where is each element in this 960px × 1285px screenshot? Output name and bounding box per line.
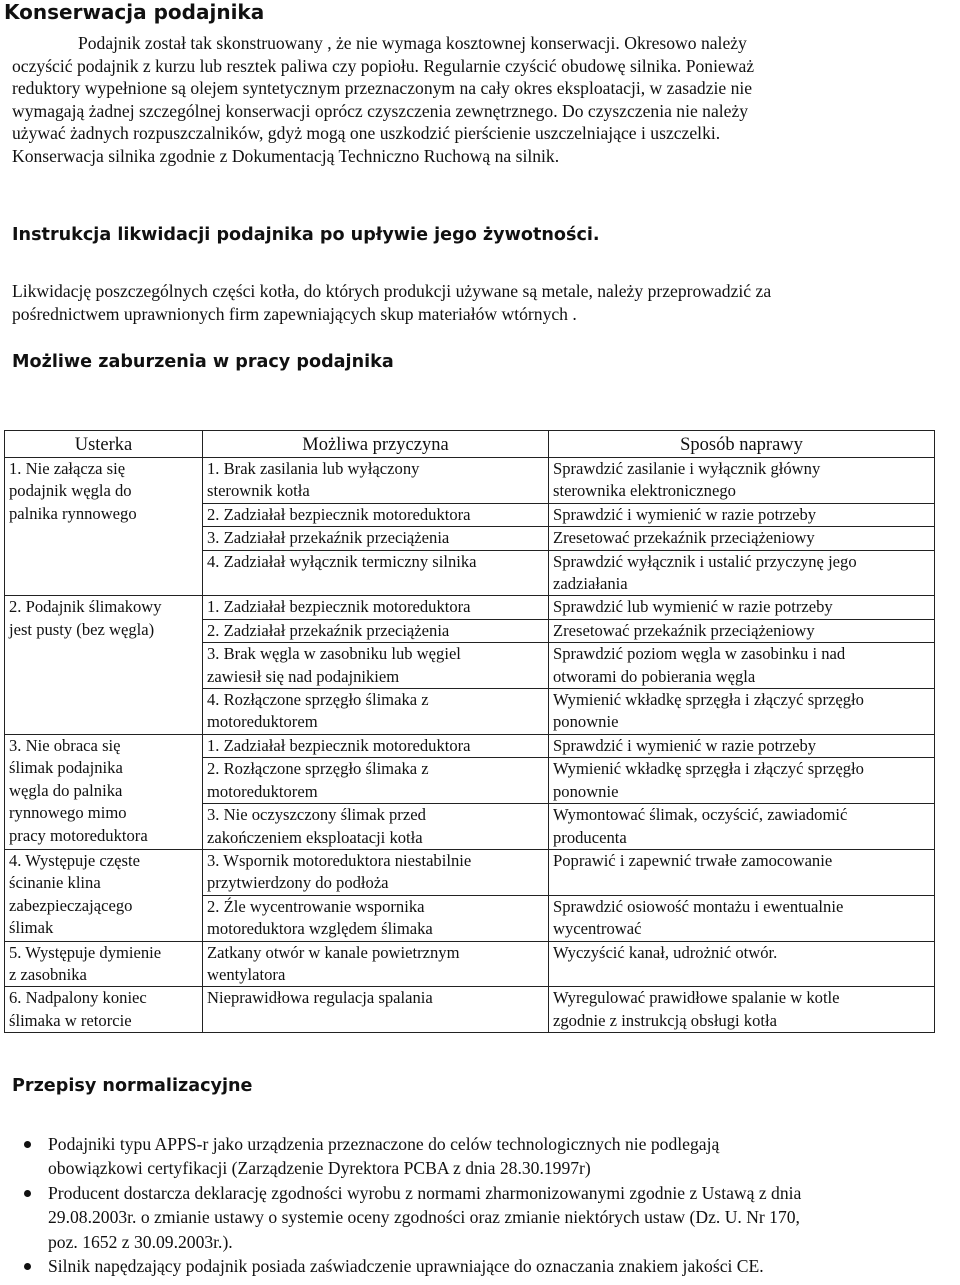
section-title-disposal: Instrukcja likwidacji podajnika po upływie jego żywotności. [12,225,600,245]
fix-text: Sprawdzić wyłącznik i ustalić przyczynę jego [553,551,857,571]
header-cause: Możliwa przyczyna [203,431,549,458]
cause-text: 3. Wspornik motoreduktora niestabilnie [207,850,472,870]
fault-cell [5,849,203,941]
fix-text: Sprawdzić osiowość montażu i ewentualnie [553,896,844,916]
fault-text: węgla do palnika [9,780,123,800]
table-row [5,941,935,987]
fix-text: Wymienić wkładkę sprzęgła i złączyć sprzęgło [553,690,864,710]
fix-text: Poprawić i zapewnić trwałe zamocowanie [553,850,833,870]
fix-cell [549,619,935,642]
list-item-line: poz. 1652 z 30.09.2003r.). [48,1231,233,1252]
fix-text: Sprawdzić lub wymienić w razie potrzeby [553,597,833,617]
section-title-standards: Przepisy normalizacyjne [12,1076,253,1096]
cause-cell [203,596,549,619]
bullet-icon [24,1263,31,1270]
fix-text: Sprawdzić i wymienić w razie potrzeby [553,504,817,524]
fix-cell [549,527,935,550]
fix-cell [549,734,935,757]
fix-text: zgodnie z instrukcją obsługi kotła [553,1010,777,1030]
section-title-maintenance: Konserwacja podajnika [4,0,265,24]
fix-text: producenta [553,827,627,847]
fix-text: zadziałania [553,574,628,594]
fault-text: ślimak podajnika [9,758,123,778]
table-row [5,458,935,504]
cause-cell [203,619,549,642]
fix-cell [549,895,935,941]
fault-text: podajnik węgla do [9,481,132,501]
cause-text: 2. Rozłączone sprzęgło ślimaka z [207,759,429,779]
cause-text: motoreduktorem [207,712,318,732]
cause-cell [203,643,549,689]
cause-cell [203,458,549,504]
fault-text: 6. Nadpalony koniec [9,988,147,1008]
fault-text: pracy motoreduktora [9,825,148,845]
cause-text: przytwierdzony do podłoża [207,873,389,893]
cause-text: Nieprawidłowa regulacja spalania [207,988,433,1008]
cause-cell [203,987,549,1033]
cause-cell [203,527,549,550]
standards-list [20,1132,960,1278]
fix-text: Wyregulować prawidłowe spalanie w kotle [553,988,840,1008]
cause-text: 2. Zadziałał przekaźnik przeciążenia [207,620,450,640]
paragraph-line: pośrednictwem uprawnionych firm zapewniających skup materiałów wtórnych . [12,303,577,324]
fault-cell [5,941,203,987]
section-title-faults: Możliwe zaburzenia w pracy podajnika [12,352,394,372]
fault-text: 2. Podajnik ślimakowy [9,597,162,617]
cause-text: 4. Zadziałał wyłącznik termiczny silnika [207,551,477,571]
fix-text: Zresetować przekaźnik przeciążeniowy [553,528,815,548]
paragraph-line: reduktory wypełnione są olejem syntetycznym przeznaczonym na cały okres eksploatacji, w zasadzie nie [12,78,753,99]
fault-text: 5. Występuje dymienie [9,942,162,962]
cause-cell [203,941,549,987]
paragraph-line: wymagają żadnej szczególnej konserwacji oprócz czyszczenia zewnętrznego. Do czyszczenia nie należy [12,100,749,121]
list-item-line: Podajniki typu APPS-r jako urządzenia przeznaczone do celów technologicznych nie podlegają [48,1134,720,1154]
fix-text: sterownika elektronicznego [553,481,736,501]
fault-text: rynnowego mimo [9,803,127,823]
cause-cell [203,689,549,735]
fault-text: 4. Występuje częste [9,850,140,870]
cause-text: 3. Brak węgla w zasobniku lub węgiel [207,644,461,664]
paragraph-line: Likwidację poszczególnych części kotła, do których produkcji używane są metale, należy przeprowadzić za [12,281,772,301]
paragraph-line: Podajnik został tak skonstruowany , że nie wymaga kosztownej konserwacji. Okresowo należy [12,33,747,53]
cause-text: 3. Zadziałał przekaźnik przeciążenia [207,528,450,548]
fault-cell [5,734,203,849]
list-item [20,1181,960,1254]
cause-text: sterownik kotła [207,481,310,501]
cause-cell [203,804,549,850]
cause-text: motoreduktorem [207,781,318,801]
fault-cell [5,458,203,596]
table-row [5,596,935,619]
fault-text: z zasobnika [9,964,87,984]
fix-cell [549,550,935,596]
cause-text: motoreduktora względem ślimaka [207,919,433,939]
fix-text: Sprawdzić zasilanie i wyłącznik główny [553,459,821,478]
cause-cell [203,550,549,596]
fault-table-header-row [5,431,935,458]
bullet-icon [24,1190,31,1197]
fix-cell [549,503,935,526]
paragraph-line: oczyścić podajnik z kurzu lub resztek paliwa czy popiołu. Regularnie czyścić obudowę silnika. Ponieważ [12,55,755,76]
list-item-line: obowiązkowi certyfikacji (Zarządzenie Dyrektora PCBA z dnia 28.30.1997r) [48,1158,591,1179]
cause-text: 2. Zadziałał bezpiecznik motoreduktora [207,504,471,524]
header-fix: Sposób naprawy [549,431,935,458]
fix-cell [549,643,935,689]
fault-text: 3. Nie obraca się [9,735,121,755]
fault-table [4,430,935,1033]
maintenance-paragraph [12,32,954,168]
cause-text: 3. Nie oczyszczony ślimak przed [207,805,426,825]
fix-cell [549,849,935,895]
disposal-paragraph [12,280,954,325]
bullet-icon [24,1141,31,1148]
cause-text: 1. Zadziałał bezpiecznik motoreduktora [207,735,471,755]
fix-cell [549,941,935,987]
cause-cell [203,895,549,941]
list-item-line: Producent dostarcza deklarację zgodności wyrobu z normami zharmonizowanymi zgodnie z Ustawą z dnia [48,1182,802,1203]
fault-table-body [5,458,935,1033]
fix-cell [549,458,935,504]
fault-cell [5,987,203,1033]
fault-text: palnika rynnowego [9,503,137,523]
list-item-line: 29.08.2003r. o zmianie ustawy o systemie oceny zgodności oraz zmianie niektórych ustaw (Dz. U. Nr 170, [48,1207,800,1228]
fix-text: Sprawdzić poziom węgla w zasobinku i nad [553,644,846,664]
fix-cell [549,804,935,850]
fix-text: ponownie [553,712,619,732]
cause-cell [203,734,549,757]
fix-cell [549,689,935,735]
fault-text: ślimak [9,918,54,938]
cause-cell [203,758,549,804]
fault-text: ślimaka w retorcie [9,1010,132,1030]
fix-text: otworami do pobierania węgla [553,666,756,686]
fault-cell [5,596,203,734]
paragraph-line: Konserwacja silnika zgodnie z Dokumentacją Techniczno Ruchową na silnik. [12,145,560,166]
fix-cell [549,987,935,1033]
fix-text: Wymontować ślimak, oczyścić, zawiadomić [553,805,848,825]
cause-text: zawiesił się nad podajnikiem [207,666,400,686]
cause-cell [203,849,549,895]
cause-text: 2. Źle wycentrowanie wspornika [207,896,425,916]
cause-text: Zatkany otwór w kanale powietrznym [207,942,460,962]
fix-text: ponownie [553,781,619,801]
cause-text: 1. Brak zasilania lub wyłączony [207,459,420,478]
fault-text: ścinanie klina [9,873,101,893]
fix-text: Wyczyścić kanał, udrożnić otwór. [553,942,778,962]
cause-text: wentylatora [207,964,286,984]
fix-text: Zresetować przekaźnik przeciążeniowy [553,620,815,640]
fault-text: jest pusty (bez węgla) [9,619,155,639]
fix-text: wycentrować [553,919,642,939]
fault-text: 1. Nie załącza się [9,459,126,478]
fix-text: Sprawdzić i wymienić w razie potrzeby [553,735,817,755]
table-row [5,987,935,1033]
cause-cell [203,503,549,526]
fix-text: Wymienić wkładkę sprzęgła i złączyć sprzęgło [553,759,864,779]
fix-cell [549,596,935,619]
list-item [20,1132,960,1181]
cause-text: 1. Zadziałał bezpiecznik motoreduktora [207,597,471,617]
header-fault: Usterka [5,431,203,458]
table-row [5,849,935,895]
table-row [5,734,935,757]
list-item-line: Silnik napędzający podajnik posiada zaświadczenie uprawniające do oznaczania znakiem jakości CE. [48,1256,764,1277]
cause-text: 4. Rozłączone sprzęgło ślimaka z [207,690,429,710]
fix-cell [549,758,935,804]
list-item [20,1254,960,1278]
cause-text: zakończeniem eksploatacji kotła [207,827,423,847]
fault-text: zabezpieczającego [9,895,133,915]
paragraph-line: używać żadnych rozpuszczalników, gdyż mogą one uszkodzić pierścienie uszczelniające i uszczelki. [12,123,721,144]
